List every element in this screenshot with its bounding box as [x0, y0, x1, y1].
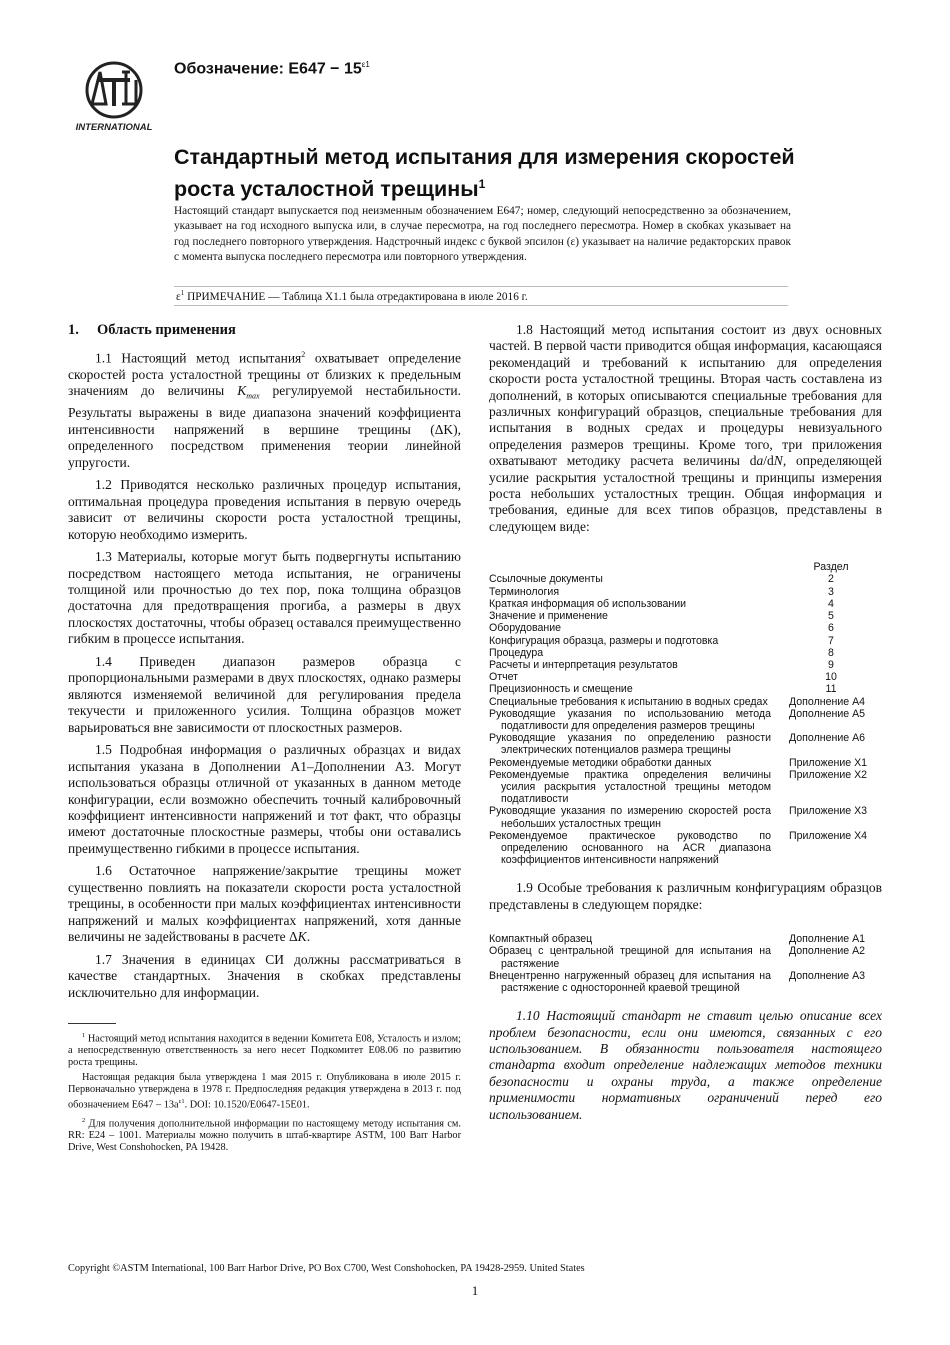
p1-1-text-c: регулируемой нестабильности. Результаты выражены в виде диапазона значений коэффициента интенсивности напряжений в вершине трещины (ΔK), определенного посредством применения теории линейной упругости.	[68, 383, 461, 470]
table-row	[489, 708, 885, 732]
kmax-symbol: K	[237, 383, 247, 399]
footnote-divider	[68, 1023, 116, 1024]
row-label: Краткая информация об использовании	[489, 597, 687, 610]
paragraph-1-7: 1.7 Значения в единицах СИ должны рассматриваться в качестве стандартных. Значения в скобках представлены исключительно для информации.	[68, 951, 461, 1000]
paragraph-1-9: 1.9 Особые требования к различным конфигурациям образцов представлены в следующем порядке:	[489, 880, 882, 912]
row-label: Компактный образец	[489, 933, 593, 946]
logo-text: INTERNATIONAL	[75, 122, 153, 133]
table-row	[489, 635, 885, 647]
footnote-1-approval	[68, 1072, 461, 1111]
footnote-1b-text: Настоящая редакция была утверждена 1 мая 2015 г. Опубликована в июле 2015 г. Первоначально утверждена в 1978 г. Предпоследняя редакция утверждена в 2013 г. под обозначением E647 – 13a	[68, 1072, 461, 1111]
footnote-1	[68, 1030, 461, 1069]
footnote-2-marker: 2	[82, 1116, 86, 1124]
table-row	[489, 622, 885, 634]
copyright-footer: Copyright ©ASTM International, 100 Barr Harbor Drive, PO Box C700, West Conshohocken, PA 19428-2959. United States	[68, 1263, 585, 1274]
title-footnote-ref: 1	[478, 177, 486, 191]
table-row	[489, 805, 885, 829]
row-value: Приложение X1	[789, 756, 868, 769]
paragraph-1-1	[68, 347, 461, 471]
row-value: Дополнение A4	[789, 695, 866, 708]
n-symbol: N	[773, 453, 783, 469]
row-label: Рекомендуемые методики обработки данных	[489, 756, 712, 769]
table-row	[489, 757, 885, 769]
footnote-1b-sup: ε1	[178, 1098, 185, 1106]
table-row	[489, 647, 885, 659]
row-label: Значение и применение	[489, 610, 608, 623]
row-value: 8	[828, 646, 834, 659]
row-label: Рекомендуемые практика определения величины усилия раскрытия усталостной трещины методом податливости	[489, 768, 771, 806]
p1-8-text-a: 1.8 Настоящий метод испытания состоит из двух основных частей. В первой части приводится общая информация, касающаяся рекомендаций и требований к испытанию для определения скорости роста усталостной трещины. Вторая часть составлена из дополнений, в которых описываются специальные требования для различных конфигураций образцов, специальные требования для испытания в водных средах и процедуры невизуального определения размеров трещины. Кроме того, три приложения охватывают методику расчета величины d	[489, 322, 882, 469]
designation-sup: ε1	[361, 60, 370, 69]
p1-6-text-a: 1.6 Остаточное напряжение/закрытие трещины может существенно повлиять на показатели скорости роста усталостной трещины, в особенности при малых коэффициентах интенсивности напряжений и малых коэффициентах напряжений, хотя данные величины не задействованы в расчете Δ	[68, 863, 461, 945]
p1-8-text-b: , определяющей усилие раскрытия усталостной трещины и принципы измерения роста небольших усталостных трещин. Общая информация и требования, единые для всех типов образцов, представлены в следующем виде:	[489, 453, 883, 534]
page-number: 1	[471, 1283, 479, 1298]
table-row	[489, 610, 885, 622]
row-value: Приложение X4	[789, 829, 868, 842]
table-row	[489, 933, 885, 945]
row-value: 4	[828, 597, 834, 610]
table-row	[489, 696, 885, 708]
row-value: 5	[828, 610, 834, 623]
footnote-1-text: Настоящий метод испытания находится в ведении Комитета E08, Усталость и излом; а непосредственную ответственность за него несет Подкомитет E08.06 по развитию роста трещины.	[68, 1033, 461, 1069]
editorial-note	[174, 286, 788, 306]
footnote-2-text: Для получения дополнительной информации по настоящему методу испытания см. RR: E24 – 1001. Материалы можно получить в штаб-квартире ASTM, 100 Barr Harbor Drive, West Conshohocken, PA 19428.	[68, 1118, 461, 1154]
paragraph-1-3: 1.3 Материалы, которые могут быть подвергнуты испытанию посредством настоящего метода испытания, не ограничены толщиной или прочностью до тех пор, пока толщина образцов достаточна для предотвращения прогиба, а размеры в двух плоскостях достаточны, чтобы образец оставался преимущественно гибким в процессе испытания.	[68, 549, 461, 647]
row-label: Терминология	[489, 585, 560, 598]
row-value: Дополнение A2	[789, 945, 866, 958]
section-title: Область применения	[97, 322, 236, 338]
footnote-2	[68, 1115, 461, 1154]
row-label: Образец с центральной трещиной для испытания на растяжение	[489, 945, 771, 970]
paragraph-1-2: 1.2 Приводятся несколько различных процедур испытания, оптимальная процедура проведения испытания в первую очередь зависит от величины скорости роста усталостной трещины, которую необходимо измерить.	[68, 477, 461, 542]
paragraph-1-6	[68, 863, 461, 945]
note-symbol: ε	[176, 290, 181, 303]
designation	[174, 60, 370, 78]
row-value: 9	[828, 658, 834, 671]
row-label: Конфигурация образца, размеры и подготовка	[489, 634, 719, 647]
row-label: Прецизионность и смещение	[489, 683, 633, 696]
sections-table-header: Раздел	[813, 561, 849, 574]
astm-logo	[72, 58, 156, 136]
row-value: Дополнение A1	[789, 933, 866, 946]
note-text: ПРИМЕЧАНИЕ — Таблица X1.1 была отредактирована в июле 2016 г.	[184, 290, 528, 303]
row-label: Руководящие указания по определению разности электрических потенциалов размера трещины	[489, 732, 771, 757]
section-number: 1.	[68, 322, 79, 338]
row-label: Руководящие указания по использованию метода податливости для определения размеров трещины	[489, 707, 771, 732]
row-label: Руководящие указания по измерению скоростей роста небольших усталостных трещин	[489, 805, 771, 830]
row-label: Рекомендуемое практическое руководство по определению основанного на ACR диапазона коэффициентов интенсивности напряжений	[489, 829, 771, 867]
paragraph-1-10: 1.10 Настоящий стандарт не ставит целью описание всех проблем безопасности, если они имеются, связанных с его использованием. В обязанности пользователя настоящего стандарта входит определение надлежащих методов техники безопасности и охраны труда, а также определение применимости нормативных ограничений перед его использованием.	[489, 1008, 882, 1122]
table-row	[489, 769, 885, 806]
table-row	[489, 586, 885, 598]
kmax-subscript: max	[246, 392, 260, 401]
footnote-1-marker: 1	[82, 1032, 86, 1039]
astm-logo-icon	[82, 63, 146, 130]
p1-1-text-a: 1.1 Настоящий метод испытания	[95, 350, 302, 366]
row-label: Процедура	[489, 646, 544, 659]
table-row	[489, 573, 885, 585]
row-value: 6	[828, 622, 834, 635]
table-row	[489, 945, 885, 969]
table-row	[489, 732, 885, 756]
note-sup: 1	[180, 289, 185, 297]
row-value: 10	[825, 671, 837, 684]
p1-6-text-b: .	[306, 929, 311, 945]
row-label: Специальные требования к испытанию в водных средах	[489, 695, 768, 708]
row-value: Приложение X3	[789, 805, 868, 818]
section-heading	[68, 322, 461, 339]
designation-label: Обозначение: E647 − 15	[174, 60, 362, 78]
table-row	[489, 598, 885, 610]
k-symbol: K	[297, 929, 307, 945]
footnote-1c-text: . DOI: 10.1520/E0647-15E01.	[184, 1099, 310, 1111]
specimens-table-body	[489, 933, 885, 994]
table-row	[489, 970, 885, 994]
row-value: Приложение X2	[789, 768, 868, 781]
paragraph-1-8	[489, 322, 882, 535]
title-text: Стандартный метод испытания для измерения скоростей роста усталостной трещины	[174, 145, 795, 202]
sections-table	[489, 561, 885, 866]
p1-8-mid: /d	[763, 453, 774, 469]
document-title	[174, 144, 814, 203]
row-value: 7	[828, 634, 834, 647]
table-row	[489, 830, 885, 867]
intro-paragraph: Настоящий стандарт выпускается под неизменным обозначением E647; номер, следующий непосредственно за обозначением, указывает на год исходного выпуска или, в случае пересмотра, на год последнего пересмотра. Номер в скобках указывает на год последнего повторного утверждения. Надстрочный индекс с буквой эпсилон (ε) указывает на наличие редакторских правок с момента выпуска последнего пересмотра или повторного утверждения.	[174, 205, 791, 263]
row-label: Расчеты и интерпретация результатов	[489, 658, 678, 671]
right-column	[489, 322, 882, 1129]
specimens-table	[489, 933, 885, 994]
left-column	[68, 322, 461, 1157]
row-value: 2	[828, 573, 834, 586]
table-row	[489, 683, 885, 695]
a-symbol: a	[756, 453, 764, 469]
row-value: Дополнение A6	[789, 732, 866, 745]
row-label: Оборудование	[489, 622, 562, 635]
row-label: Внецентренно нагруженный образец для испытания на растяжение с односторонней краевой трещиной	[489, 969, 771, 994]
table-row	[489, 659, 885, 671]
footnote-ref-2: 2	[301, 350, 306, 359]
row-label: Ссылочные документы	[489, 573, 603, 586]
row-value: 3	[828, 585, 834, 598]
row-value: 11	[825, 683, 837, 696]
paragraph-1-5: 1.5 Подробная информация о различных образцах и видах испытания указана в Дополнении A1–Дополнении A3. Могут использоваться образцы отличной от указанных в данном методе конфигурации, если возможно обеспечить точный калибровочный коэффициент интенсивности напряжений и тот факт, что образцы имеют достаточные плоскостные размеры, чтобы они оставались преимущественно гибкими в процессе испытания.	[68, 742, 461, 856]
paragraph-1-4: 1.4 Приведен диапазон размеров образца с пропорциональными размерами в двух плоскостях, однако размеры являются изменяемой величиной для регулирования предела текучести и приложенного усилия. Толщина образцов может варьироваться вне зависимости от плоскостных размеров.	[68, 653, 461, 735]
sections-table-body	[489, 573, 885, 866]
row-value: Дополнение A3	[789, 969, 866, 982]
row-label: Отчет	[489, 671, 519, 684]
row-value: Дополнение A5	[789, 707, 866, 720]
table-row	[489, 671, 885, 683]
p1-1-text-b: охватывает определение скоростей роста усталостной трещины от близких к предельным значениям до величины	[68, 350, 461, 399]
